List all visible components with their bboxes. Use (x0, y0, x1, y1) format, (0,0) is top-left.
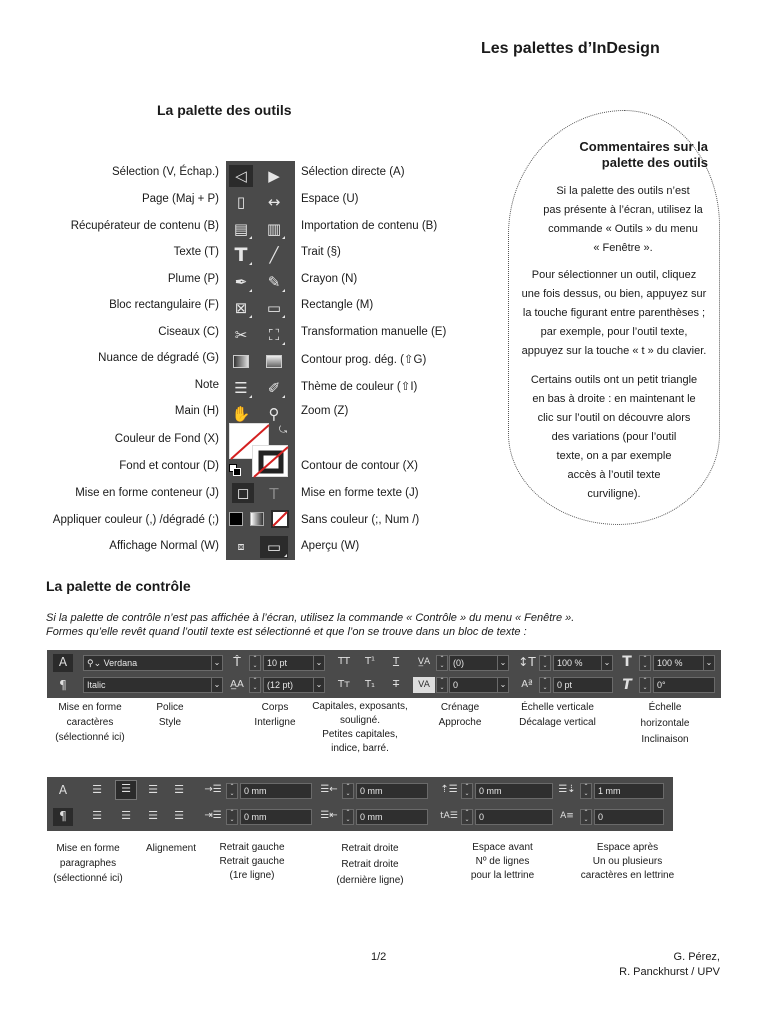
caption-line: Retrait droite (341, 859, 399, 870)
comment-line: une fois dessus, ou bien, appuyez sur (521, 288, 707, 300)
left-indent-field[interactable] (240, 783, 312, 799)
tracking-field[interactable]: 0 ⌄ (449, 677, 509, 693)
caption-line: (sélectionné ici) (53, 873, 123, 884)
font-size-field[interactable]: 10 pt ⌄ (263, 655, 325, 671)
color-theme-tool-icon[interactable]: ✐ (262, 377, 286, 399)
right-indent-value: 0 mm (360, 786, 383, 796)
caption-line: Interligne (254, 717, 296, 728)
horizontal-scale-field[interactable]: 100 % ⌄ (653, 655, 715, 671)
tool-label-left: Couleur de Fond (X) (114, 433, 219, 445)
font-family-field[interactable]: ⚲⌄ Verdana ⌄ (83, 655, 223, 671)
tracking-icon: VA (413, 677, 435, 693)
comment-line: curviligne). (587, 488, 641, 500)
left-indent-value: 0 mm (244, 786, 267, 796)
caption-right-indent (325, 841, 415, 889)
caption-line: Approche (438, 717, 482, 728)
comment-line: accès à l’outil texte (567, 469, 661, 481)
caption-line: Mise en forme (56, 843, 120, 854)
caption-line: Retrait gauche (219, 856, 285, 867)
control-intro-2: Formes qu’elle revêt quand l’outil texte est sélectionné et que l’on se trouve dans un bloc de texte : (46, 626, 527, 638)
first-line-indent-icon: ⇥☰ (204, 810, 222, 821)
pencil-tool-icon[interactable]: ✎ (262, 271, 286, 293)
tool-label-left: Sélection (V, Échap.) (112, 166, 219, 178)
caption-line: caractères en lettrine (580, 870, 675, 881)
last-line-indent-spinner[interactable]: ⌃ ⌄ (342, 809, 354, 825)
comment-line: en bas à droite : en maintenant le (532, 393, 696, 405)
caption-line: Police (156, 702, 184, 713)
tool-label-right: Transformation manuelle (E) (301, 326, 447, 338)
comment-line: des variations (pour l’outil (551, 431, 677, 443)
align-right-icon[interactable]: ☰ (148, 783, 158, 796)
apply-none-icon[interactable] (271, 510, 289, 528)
strikethrough-icon[interactable]: T (392, 679, 400, 690)
caption-line: souligné. (339, 715, 381, 726)
comment-title: Commentaires sur la palette des outils (579, 139, 708, 170)
tools-panel (226, 161, 295, 560)
content-placer-icon[interactable]: ▥ (262, 218, 286, 240)
drop-cap-lines-field[interactable] (475, 809, 553, 825)
horizontal-scale-icon: T (622, 654, 632, 670)
comment-line: pas présente à l’écran, utilisez la (543, 204, 703, 216)
tool-label-right: Espace (U) (301, 193, 359, 205)
font-style-value: Italic (87, 680, 106, 690)
comment-paragraph-2 (508, 266, 720, 361)
caption-line: paragraphes (59, 858, 117, 869)
drop-cap-lines-spinner[interactable]: ⌃ ⌄ (461, 809, 473, 825)
tool-label-left: Page (Maj + P) (141, 193, 219, 205)
caption-size (240, 700, 310, 730)
kerning-value: (0) (453, 658, 464, 668)
skew-field[interactable] (653, 677, 715, 693)
caption-line: Nº de lignes (475, 856, 530, 867)
last-line-indent-value: 0 mm (360, 812, 383, 822)
caption-line: Échelle verticale (521, 702, 594, 713)
horizontal-scale-value: 100 % (657, 658, 683, 668)
caption-caps (310, 700, 410, 756)
formatting-container-icon[interactable]: ◻ (232, 483, 254, 503)
tracking-spinner[interactable]: ⌃ ⌄ (436, 677, 448, 693)
comment-line: commande « Outils » du menu (548, 223, 698, 235)
skew-value: 0° (657, 680, 666, 690)
caption-line: Retrait gauche (219, 842, 285, 853)
caption-line: (1re ligne) (229, 870, 275, 881)
caption-character-mode (40, 700, 140, 745)
caption-line: Mise en forme (58, 702, 122, 713)
character-mode-button[interactable]: A (58, 783, 68, 797)
tool-label-right: Importation de contenu (B) (301, 220, 438, 232)
rectangle-frame-tool-icon[interactable]: ⊠ (229, 297, 253, 319)
content-collector-icon[interactable]: ▤ (229, 218, 253, 240)
paragraph-mode-button[interactable]: ¶ (59, 678, 67, 692)
caption-line: Alignement (145, 843, 197, 854)
kerning-field[interactable]: (0) ⌄ (449, 655, 509, 671)
swap-fill-stroke-icon[interactable]: ⤿ (278, 424, 288, 436)
tool-label-left: Note (194, 379, 219, 391)
space-before-value: 0 mm (479, 786, 502, 796)
gap-tool-icon[interactable]: ↔ (267, 193, 281, 211)
kerning-icon: V̲A (417, 657, 431, 667)
caption-line: horizontale (640, 718, 690, 729)
baseline-shift-icon: Aª (521, 679, 533, 690)
left-indent-icon: →☰ (204, 784, 222, 795)
kerning-spinner[interactable]: ⌃ ⌄ (436, 655, 448, 671)
leading-icon: A̲A (230, 679, 244, 690)
last-line-indent-field[interactable] (356, 809, 428, 825)
preview-mode-icon[interactable]: ▭ (260, 536, 288, 558)
caption-left-indent (212, 841, 292, 883)
font-size-value: 10 pt (267, 658, 288, 668)
caption-paragraph-mode (38, 841, 138, 886)
font-size-spinner[interactable]: ⌃ ⌄ (249, 655, 261, 671)
vertical-scale-field[interactable]: 100 % ⌄ (553, 655, 613, 671)
apply-gradient-icon[interactable] (250, 512, 264, 526)
comment-paragraph-1 (528, 182, 718, 258)
align-left-icon[interactable]: ☰ (92, 783, 102, 796)
caption-line: (dernière ligne) (336, 875, 404, 886)
comment-line: appuyez sur la touche « t » du clavier. (521, 345, 707, 357)
selection-tool-icon[interactable]: ◁ (229, 165, 253, 187)
tool-label-left: Texte (T) (173, 246, 219, 258)
paragraph-mode-button[interactable]: ¶ (53, 808, 73, 826)
caption-line: Retrait droite (341, 843, 399, 854)
align-center-icon[interactable]: ☰ (115, 780, 137, 800)
last-line-indent-icon: ☰⇤ (320, 810, 338, 821)
tool-label-right: Sans couleur (;, Num /) (301, 514, 420, 526)
space-after-spinner[interactable]: ⌃ ⌄ (580, 783, 592, 799)
superscript-icon[interactable]: T¹ (364, 656, 376, 667)
formatting-text-icon[interactable]: T (269, 485, 279, 503)
caption-space-after (565, 841, 690, 883)
font-family-value: Verdana (103, 658, 138, 668)
space-before-icon: ⇡☰ (440, 784, 458, 795)
page-number: 1/2 (371, 951, 387, 963)
space-after-icon: ☰⇣ (558, 784, 576, 795)
space-after-field[interactable] (594, 783, 664, 799)
tool-label-left: Récupérateur de contenu (B) (70, 220, 219, 232)
font-style-field[interactable]: Italic ⌄ (83, 677, 223, 693)
drop-cap-lines-value: 0 (479, 812, 485, 822)
caption-vertical-scale (505, 700, 610, 730)
justify-right-icon[interactable]: ☰ (148, 809, 158, 822)
leading-spinner[interactable]: ⌃ ⌄ (249, 677, 261, 693)
caption-line: Décalage vertical (519, 717, 596, 728)
leading-value: (12 pt) (267, 680, 294, 690)
caption-line: Un ou plusieurs (592, 856, 663, 867)
caption-line: Échelle (648, 702, 682, 713)
comment-line: Pour sélectionner un outil, cliquez (531, 269, 697, 281)
tool-label-right: Contour de contour (X) (301, 460, 418, 472)
tool-label-left: Nuance de dégradé (G) (98, 352, 219, 364)
leading-field[interactable]: (12 pt) ⌄ (263, 677, 325, 693)
caption-horizontal-scale (620, 700, 710, 748)
tool-label-left: Appliquer couleur (,) /dégradé (;) (52, 514, 219, 526)
comment-line: « Fenêtre ». (593, 242, 653, 254)
drop-cap-chars-value: 0 (598, 812, 604, 822)
type-tool-icon[interactable]: T (229, 244, 253, 266)
baseline-shift-spinner[interactable]: ⌃ ⌄ (539, 677, 551, 693)
comment-line: clic sur l’outil on découvre alors (537, 412, 691, 424)
caption-line: Capitales, exposants, (312, 701, 408, 712)
note-tool-icon[interactable]: ☰ (229, 377, 253, 399)
caption-alignment (136, 841, 206, 856)
horizontal-scale-spinner[interactable]: ⌃ ⌄ (639, 655, 651, 671)
caption-line: pour la lettrine (470, 870, 535, 881)
caption-line: indice, barré. (331, 743, 389, 754)
character-mode-button[interactable]: A (53, 654, 73, 672)
caption-line: Inclinaison (641, 734, 689, 745)
hand-tool-icon[interactable]: ✋ (231, 405, 251, 423)
justify-all-icon[interactable]: ☰ (174, 809, 184, 822)
gradient-swatch-tool-icon[interactable] (229, 350, 253, 372)
tool-label-left: Plume (P) (167, 273, 219, 285)
drop-cap-chars-icon: A≡ (560, 811, 574, 821)
all-caps-icon[interactable]: TT (337, 656, 351, 667)
drop-cap-lines-icon: tA☰ (440, 811, 458, 821)
font-size-icon: T̂ (233, 655, 241, 669)
control-heading: La palette de contrôle (46, 578, 191, 594)
first-line-indent-field[interactable] (240, 809, 312, 825)
tools-heading: La palette des outils (157, 102, 292, 118)
tool-label-right: Contour prog. dég. (⇧G) (301, 354, 427, 366)
line-tool-icon[interactable]: ╱ (269, 246, 279, 264)
tool-label-right: Trait (§) (301, 246, 341, 258)
author-line-2: R. Panckhurst / UPV (619, 966, 720, 978)
vertical-scale-icon: ↕T (518, 655, 536, 669)
normal-view-icon[interactable]: ⧈ (237, 540, 245, 553)
space-before-field[interactable] (475, 783, 553, 799)
comment-line: texte, on a par exemple (556, 450, 672, 462)
drop-cap-chars-spinner[interactable]: ⌃ ⌄ (580, 809, 592, 825)
baseline-shift-value: 0 pt (557, 680, 573, 690)
tool-label-left: Main (H) (174, 405, 219, 417)
underline-icon[interactable]: T (392, 656, 400, 667)
stroke-swatch[interactable] (252, 445, 288, 477)
caption-font (140, 700, 200, 730)
right-indent-field[interactable] (356, 783, 428, 799)
skew-icon: T (622, 677, 632, 693)
first-line-indent-value: 0 mm (244, 812, 267, 822)
caption-line: Crénage (440, 702, 480, 713)
caption-line: Style (158, 717, 182, 728)
tool-label-right: Crayon (N) (301, 273, 358, 285)
justify-left-icon[interactable]: ☰ (92, 809, 102, 822)
rectangle-tool-icon[interactable]: ▭ (262, 297, 286, 319)
comment-line: Si la palette des outils n’est (556, 185, 690, 197)
tool-label-right: Aperçu (W) (301, 540, 360, 552)
tool-label-right: Mise en forme texte (J) (301, 487, 419, 499)
pen-tool-icon[interactable]: ✒ (229, 271, 253, 293)
right-indent-icon: ☰← (320, 784, 338, 795)
left-indent-spinner[interactable]: ⌃ ⌄ (226, 783, 238, 799)
page-tool-icon[interactable]: ▯ (236, 193, 246, 211)
comment-line: Certains outils ont un petit triangle (530, 374, 698, 386)
tool-label-left: Mise en forme conteneur (J) (75, 487, 219, 499)
drop-cap-chars-field[interactable] (594, 809, 664, 825)
align-towards-spine-icon[interactable]: ☰ (174, 783, 184, 796)
gradient-feather-tool-icon[interactable] (262, 350, 286, 372)
page-title: Les palettes d’InDesign (481, 40, 660, 57)
caption-line: Petites capitales, (322, 729, 398, 740)
caption-line: Espace avant (472, 842, 533, 853)
right-indent-spinner[interactable]: ⌃ ⌄ (342, 783, 354, 799)
character-control-bar (47, 650, 721, 698)
caption-line: Corps (261, 702, 289, 713)
tool-label-left: Fond et contour (D) (119, 460, 219, 472)
scissors-tool-icon[interactable]: ✂ (234, 326, 248, 344)
author-line-1: G. Pérez, (673, 951, 720, 963)
small-caps-icon[interactable]: Tт (338, 679, 350, 690)
space-after-value: 1 mm (598, 786, 621, 796)
control-intro-1: Si la palette de contrôle n’est pas affichée à l’écran, utilisez la commande « Contrôle » du menu « Fenêtre ». (46, 612, 575, 624)
free-transform-tool-icon[interactable]: ⛶ (262, 324, 286, 346)
caption-line: (sélectionné ici) (55, 732, 125, 743)
paragraph-control-bar (47, 777, 673, 831)
apply-color-icon[interactable] (229, 512, 243, 526)
space-before-spinner[interactable]: ⌃ ⌄ (461, 783, 473, 799)
caption-line: caractères (66, 717, 114, 728)
tool-label-left: Bloc rectangulaire (F) (109, 299, 219, 311)
comment-line: par exemple, pour l’outil texte, (540, 326, 688, 338)
tracking-value: 0 (453, 680, 459, 690)
vertical-scale-value: 100 % (557, 658, 583, 668)
tool-label-right: Rectangle (M) (301, 299, 374, 311)
first-line-indent-spinner[interactable]: ⌃ ⌄ (226, 809, 238, 825)
tool-label-left: Affichage Normal (W) (109, 540, 219, 552)
caption-line: Espace après (596, 842, 659, 853)
zoom-tool-icon[interactable]: ⚲ (268, 405, 280, 423)
baseline-shift-field[interactable] (553, 677, 613, 693)
tool-label-left: Ciseaux (C) (158, 326, 219, 338)
comment-line: la touche figurant entre parenthèses ; (522, 307, 706, 319)
comment-paragraph-3 (516, 371, 712, 504)
default-fill-stroke-icon[interactable] (229, 463, 241, 475)
tool-label-right: Zoom (Z) (301, 405, 349, 417)
vertical-scale-spinner[interactable]: ⌃ ⌄ (539, 655, 551, 671)
tool-label-right: Thème de couleur (⇧I) (301, 381, 418, 393)
direct-selection-tool-icon[interactable]: ▶ (268, 167, 280, 185)
caption-space-before (455, 841, 550, 883)
skew-spinner[interactable]: ⌃ ⌄ (639, 677, 651, 693)
caption-kerning (420, 700, 500, 730)
tool-label-right: Sélection directe (A) (301, 166, 405, 178)
subscript-icon[interactable]: T₁ (364, 679, 376, 690)
justify-center-icon[interactable]: ☰ (121, 809, 131, 822)
